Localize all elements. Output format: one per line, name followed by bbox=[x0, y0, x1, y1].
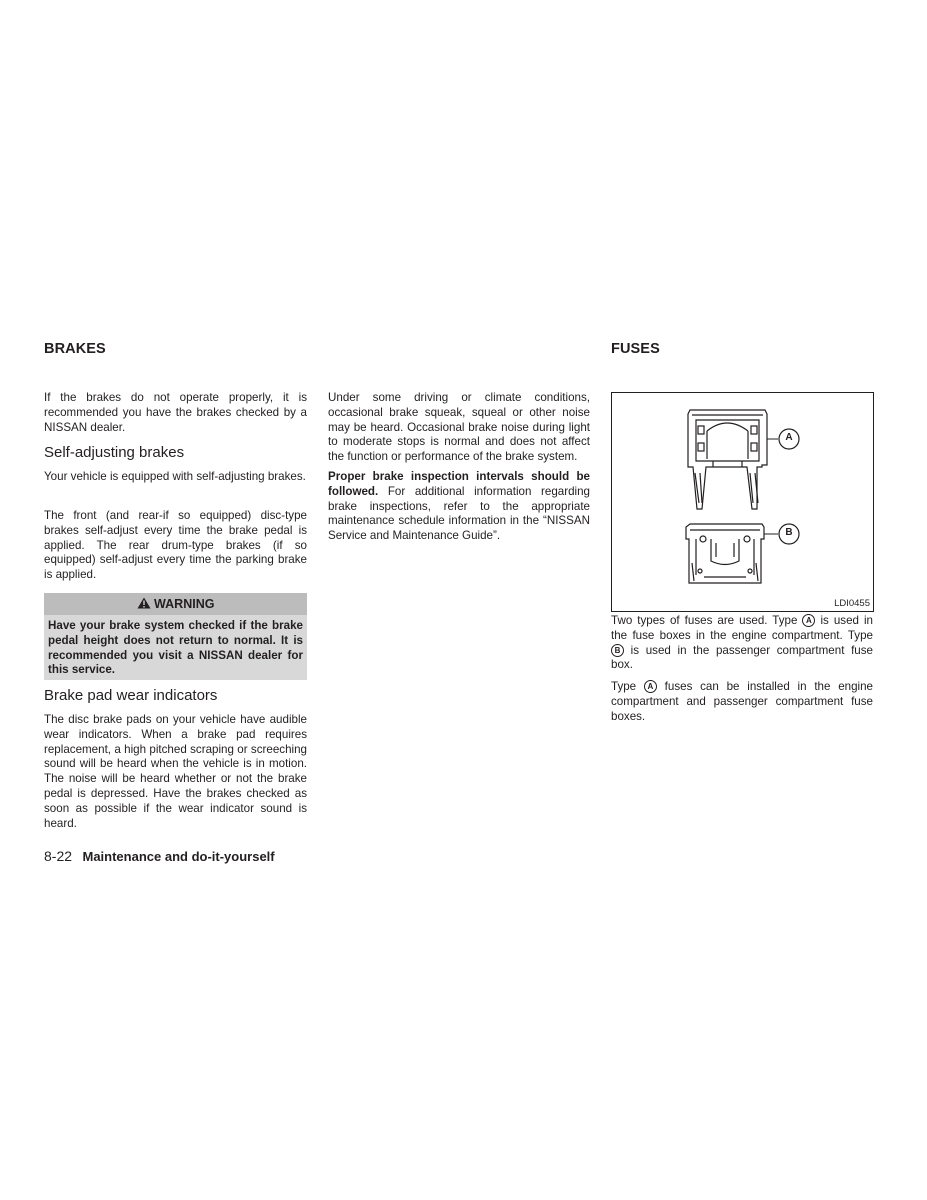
inspection-paragraph bbox=[328, 470, 590, 544]
fuses-heading: FUSES bbox=[611, 341, 660, 357]
brakes-heading: BRAKES bbox=[44, 341, 106, 357]
self-adjusting-heading: Self-adjusting brakes bbox=[44, 444, 185, 461]
fuse-label-a: A bbox=[785, 432, 793, 443]
fuse-a-drawing bbox=[688, 410, 767, 509]
fuse-figure bbox=[611, 392, 874, 612]
self-adjusting-p2: The front (and rear-if so equipped) disc-type brakes self-adjust every time the brake pedal is applied. The rear drum-type brakes (if so equipped) self-adjust every time the parking brake is applied. bbox=[44, 509, 307, 582]
type-b-marker: B bbox=[611, 644, 624, 657]
inspection-rest: For additional information regarding brake inspections, refer to the appropriate maintenance schedule information in the “NISSAN Service and Maintenance Guide”. bbox=[328, 484, 590, 543]
fuse-label-b: B bbox=[785, 527, 793, 538]
page-number: 8-22 bbox=[44, 848, 73, 864]
section-title: Maintenance and do-it-yourself bbox=[82, 849, 275, 864]
self-adjusting-p1: Your vehicle is equipped with self-adjusting brakes. bbox=[44, 470, 306, 483]
fuse-install-text-1: Type bbox=[611, 680, 644, 693]
type-a-marker-2: A bbox=[644, 680, 657, 693]
fuse-types-text-1: Two types of fuses are used. Type bbox=[611, 614, 803, 627]
fuse-install-paragraph bbox=[611, 680, 873, 724]
page-footer bbox=[44, 848, 275, 866]
brakes-intro: If the brakes do not operate properly, it is recommended you have the brakes checked by a NISSAN dealer. bbox=[44, 391, 307, 434]
type-a-marker: A bbox=[802, 614, 815, 627]
warning-header bbox=[44, 593, 307, 615]
fuse-types-text-2: is used in the fuse boxes in the engine compartment. Type bbox=[611, 614, 873, 642]
fuse-b-drawing bbox=[686, 524, 764, 583]
figure-code: LDI0455 bbox=[834, 598, 870, 609]
pad-wear-p1: The disc brake pads on your vehicle have audible wear indicators. When a brake pad requires replacement, a high pitched scraping or screeching sound will be heard when the vehicle is in motion. The noise will be heard whether or not the brake pedal is depressed. Have the brakes checked as soon as possible if the wear indicator sound is heard. bbox=[44, 713, 307, 830]
pad-wear-heading: Brake pad wear indicators bbox=[44, 687, 218, 704]
fuse-illustration bbox=[612, 393, 873, 611]
warning-body: Have your brake system checked if the brake pedal height does not return to normal. It is recommended you visit a NISSAN dealer for this service. bbox=[48, 619, 303, 677]
brake-noise-paragraph: Under some driving or climate conditions, occasional brake squeak, squeal or other noise may be heard. Occasional brake noise during light to moderate stops is normal and does not affect the function or performance of the brake system. bbox=[328, 391, 590, 464]
inspection-bold: Proper brake inspection intervals should be followed. bbox=[328, 470, 590, 498]
warning-box bbox=[44, 593, 307, 680]
warning-triangle-icon bbox=[137, 597, 151, 609]
fuse-types-paragraph bbox=[611, 614, 873, 673]
fuse-install-text-2: fuses can be installed in the engine compartment and passenger compartment fuse boxes. bbox=[611, 680, 874, 723]
warning-title: WARNING bbox=[154, 597, 215, 611]
fuse-types-text-3: is used in the passenger compartment fuse box. bbox=[611, 643, 873, 672]
